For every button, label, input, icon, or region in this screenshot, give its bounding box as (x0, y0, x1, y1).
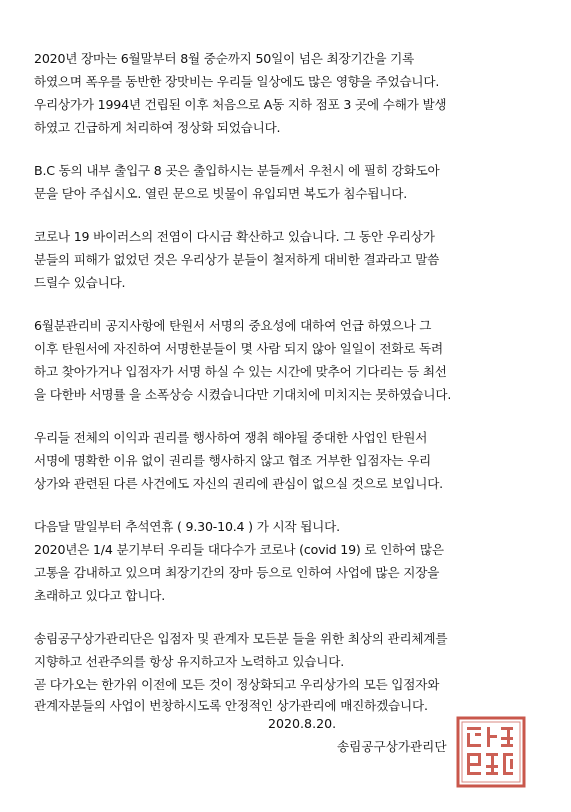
text-line: 관계자분들의 사업이 번창하시도록 안정적인 상가관리에 매진하겠습니다. (34, 698, 428, 713)
text-line: 다음달 말일부터 추석연휴 ( 9.30-10.4 ) 가 시작 됩니다. (34, 519, 340, 534)
text-line: 을 다한바 서명률 을 소폭상승 시켰습니다만 기대치에 미치지는 못하였습니다. (34, 387, 452, 402)
text-line: 문을 닫아 주십시오. 열린 문으로 빗물이 유입되면 복도가 침수됩니다. (34, 186, 408, 201)
text-line: 우리들 전체의 이익과 권리를 행사하여 쟁취 해야될 중대한 사업인 탄원서 (34, 430, 428, 445)
text-line: 고통을 감내하고 있으며 최장기간의 장마 등으로 인하여 사업에 많은 지장을 (34, 565, 440, 580)
text-line: 2020년 장마는 6월말부터 8월 중순까지 50일이 넘은 최장기간을 기록 (34, 51, 415, 66)
text-line: 이후 탄원서에 자진하여 서명한분들이 몇 사람 되지 않아 일일이 전화로 독려 (34, 341, 443, 356)
text-line: 초래하고 있다고 합니다. (34, 588, 166, 603)
text-line: 코로나 19 바이러스의 전염이 다시금 확산하고 있습니다. 그 동안 우리상가 (34, 229, 435, 244)
text-line: 드릴수 있습니다. (34, 275, 126, 290)
text-line: 우리상가가 1994년 건립된 이후 처음으로 A동 지하 점포 3 곳에 수해가 발생 (34, 97, 447, 112)
text-line: 6월분관리비 공지사항에 탄원서 서명의 중요성에 대하여 언급 하였으나 그 (34, 318, 432, 333)
text-line: 분들의 피해가 없었던 것은 우리상가 분들이 철저하게 대비한 결과라고 말씀 (34, 252, 440, 267)
text-line: B.C 동의 내부 출입구 8 곳은 출입하시는 분들께서 우천시 에 필히 강화도아 (34, 163, 440, 178)
official-seal-stamp (455, 715, 527, 789)
text-line: 서명에 명확한 이유 없이 권리를 행사하지 않고 협조 거부한 입점자는 우리 (34, 453, 431, 468)
text-line: 하였고 긴급하게 처리하여 정상화 되었습니다. (34, 120, 281, 135)
text-line: 지향하고 선관주의를 항상 유지하고자 노력하고 있습니다. (34, 654, 344, 669)
text-line: 송림공구상가관리단은 입점자 및 관계자 모든분 들을 위한 최상의 관리체계를 (34, 631, 448, 646)
text-line: 하고 찾아가거나 입점자가 서명 하실 수 있는 시간에 맞추어 기다리는 등 최선 (34, 364, 447, 379)
document-date: 2020.8.20. (268, 716, 337, 731)
text-line: 상가와 관련된 다른 사건에도 자신의 권리에 관심이 없으실 것으로 보입니다. (34, 476, 443, 491)
text-line: 2020년은 1/4 분기부터 우리들 대다수가 코로나 (covid 19) 로 인하여 많은 (34, 542, 444, 557)
text-line: 하였으며 폭우를 동반한 장맛비는 우리들 일상에도 많은 영향을 주었습니다. (34, 74, 440, 89)
text-line: 곧 다가오는 한가위 이전에 모든 것이 정상화되고 우리상가의 모든 입점자와 (34, 677, 440, 692)
signer-name: 송림공구상가관리단 (337, 739, 447, 754)
